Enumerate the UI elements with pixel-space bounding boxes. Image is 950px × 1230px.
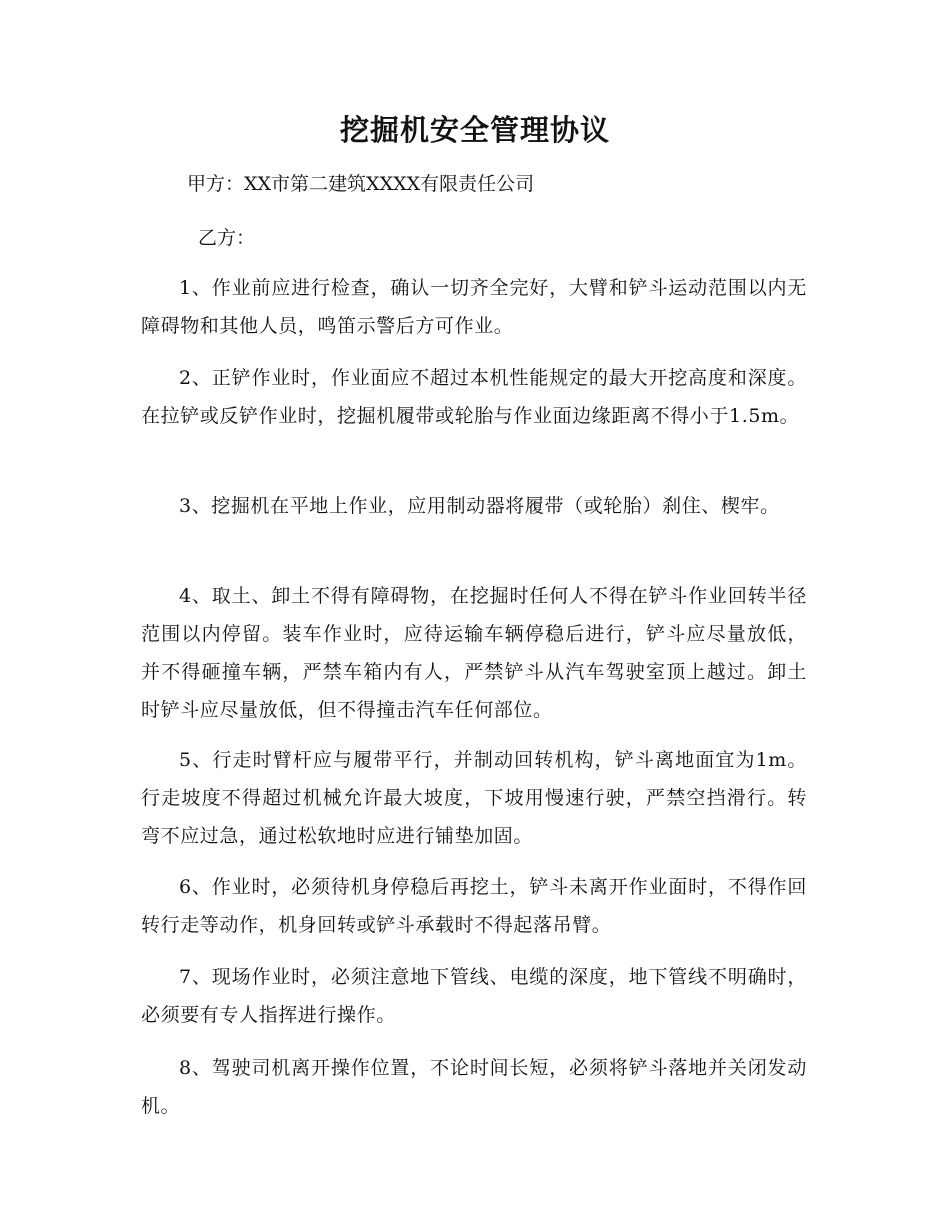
clause-6: 6、作业时，必须待机身停稳后再挖土，铲斗未离开作业面时，不得作回转行走等动作，机身回转或铲斗承载时不得起落吊臂。 bbox=[141, 876, 807, 936]
document-title: 挖掘机安全管理协议 bbox=[339, 113, 610, 147]
clause-8: 8、驾驶司机离开操作位置，不论时间长短，必须将铲斗落地并关闭发动机。 bbox=[141, 1057, 807, 1117]
clause-7: 7、现场作业时，必须注意地下管线、电缆的深度，地下管线不明确时，必须要有专人指挥进行操作。 bbox=[141, 966, 807, 1026]
clause-2: 2、正铲作业时，作业面应不超过本机性能规定的最大开挖高度和深度。在拉铲或反铲作业时，挖掘机履带或轮胎与作业面边缘距离不得小于1.5m。 bbox=[141, 367, 807, 427]
party-b-line: 乙方： bbox=[198, 227, 256, 249]
party-a-line: 甲方：XX市第二建筑XXXX有限责任公司 bbox=[187, 173, 535, 195]
clause-1: 1、作业前应进行检查，确认一切齐全完好，大臂和铲斗运动范围以内无障碍物和其他人员，鸣笛示警后方可作业。 bbox=[141, 277, 807, 337]
clause-5: 5、行走时臂杆应与履带平行，并制动回转机构，铲斗离地面宜为1m。行走坡度不得超过机械允许最大坡度，下坡用慢速行驶，严禁空挡滑行。转弯不应过急，通过松软地时应进行铺垫加固。 bbox=[141, 749, 807, 847]
clause-4: 4、取土、卸土不得有障碍物，在挖掘时任何人不得在铲斗作业回转半径范围以内停留。装车作业时，应待运输车辆停稳后进行，铲斗应尽量放低，并不得砸撞车辆，严禁车箱内有人，严禁铲斗从汽车驾驶室顶上越过。卸土时铲斗应尽量放低，但不得撞击汽车任何部位。 bbox=[141, 585, 807, 721]
clause-3: 3、挖掘机在平地上作业，应用制动器将履带（或轮胎）刹住、楔牢。 bbox=[179, 495, 780, 517]
